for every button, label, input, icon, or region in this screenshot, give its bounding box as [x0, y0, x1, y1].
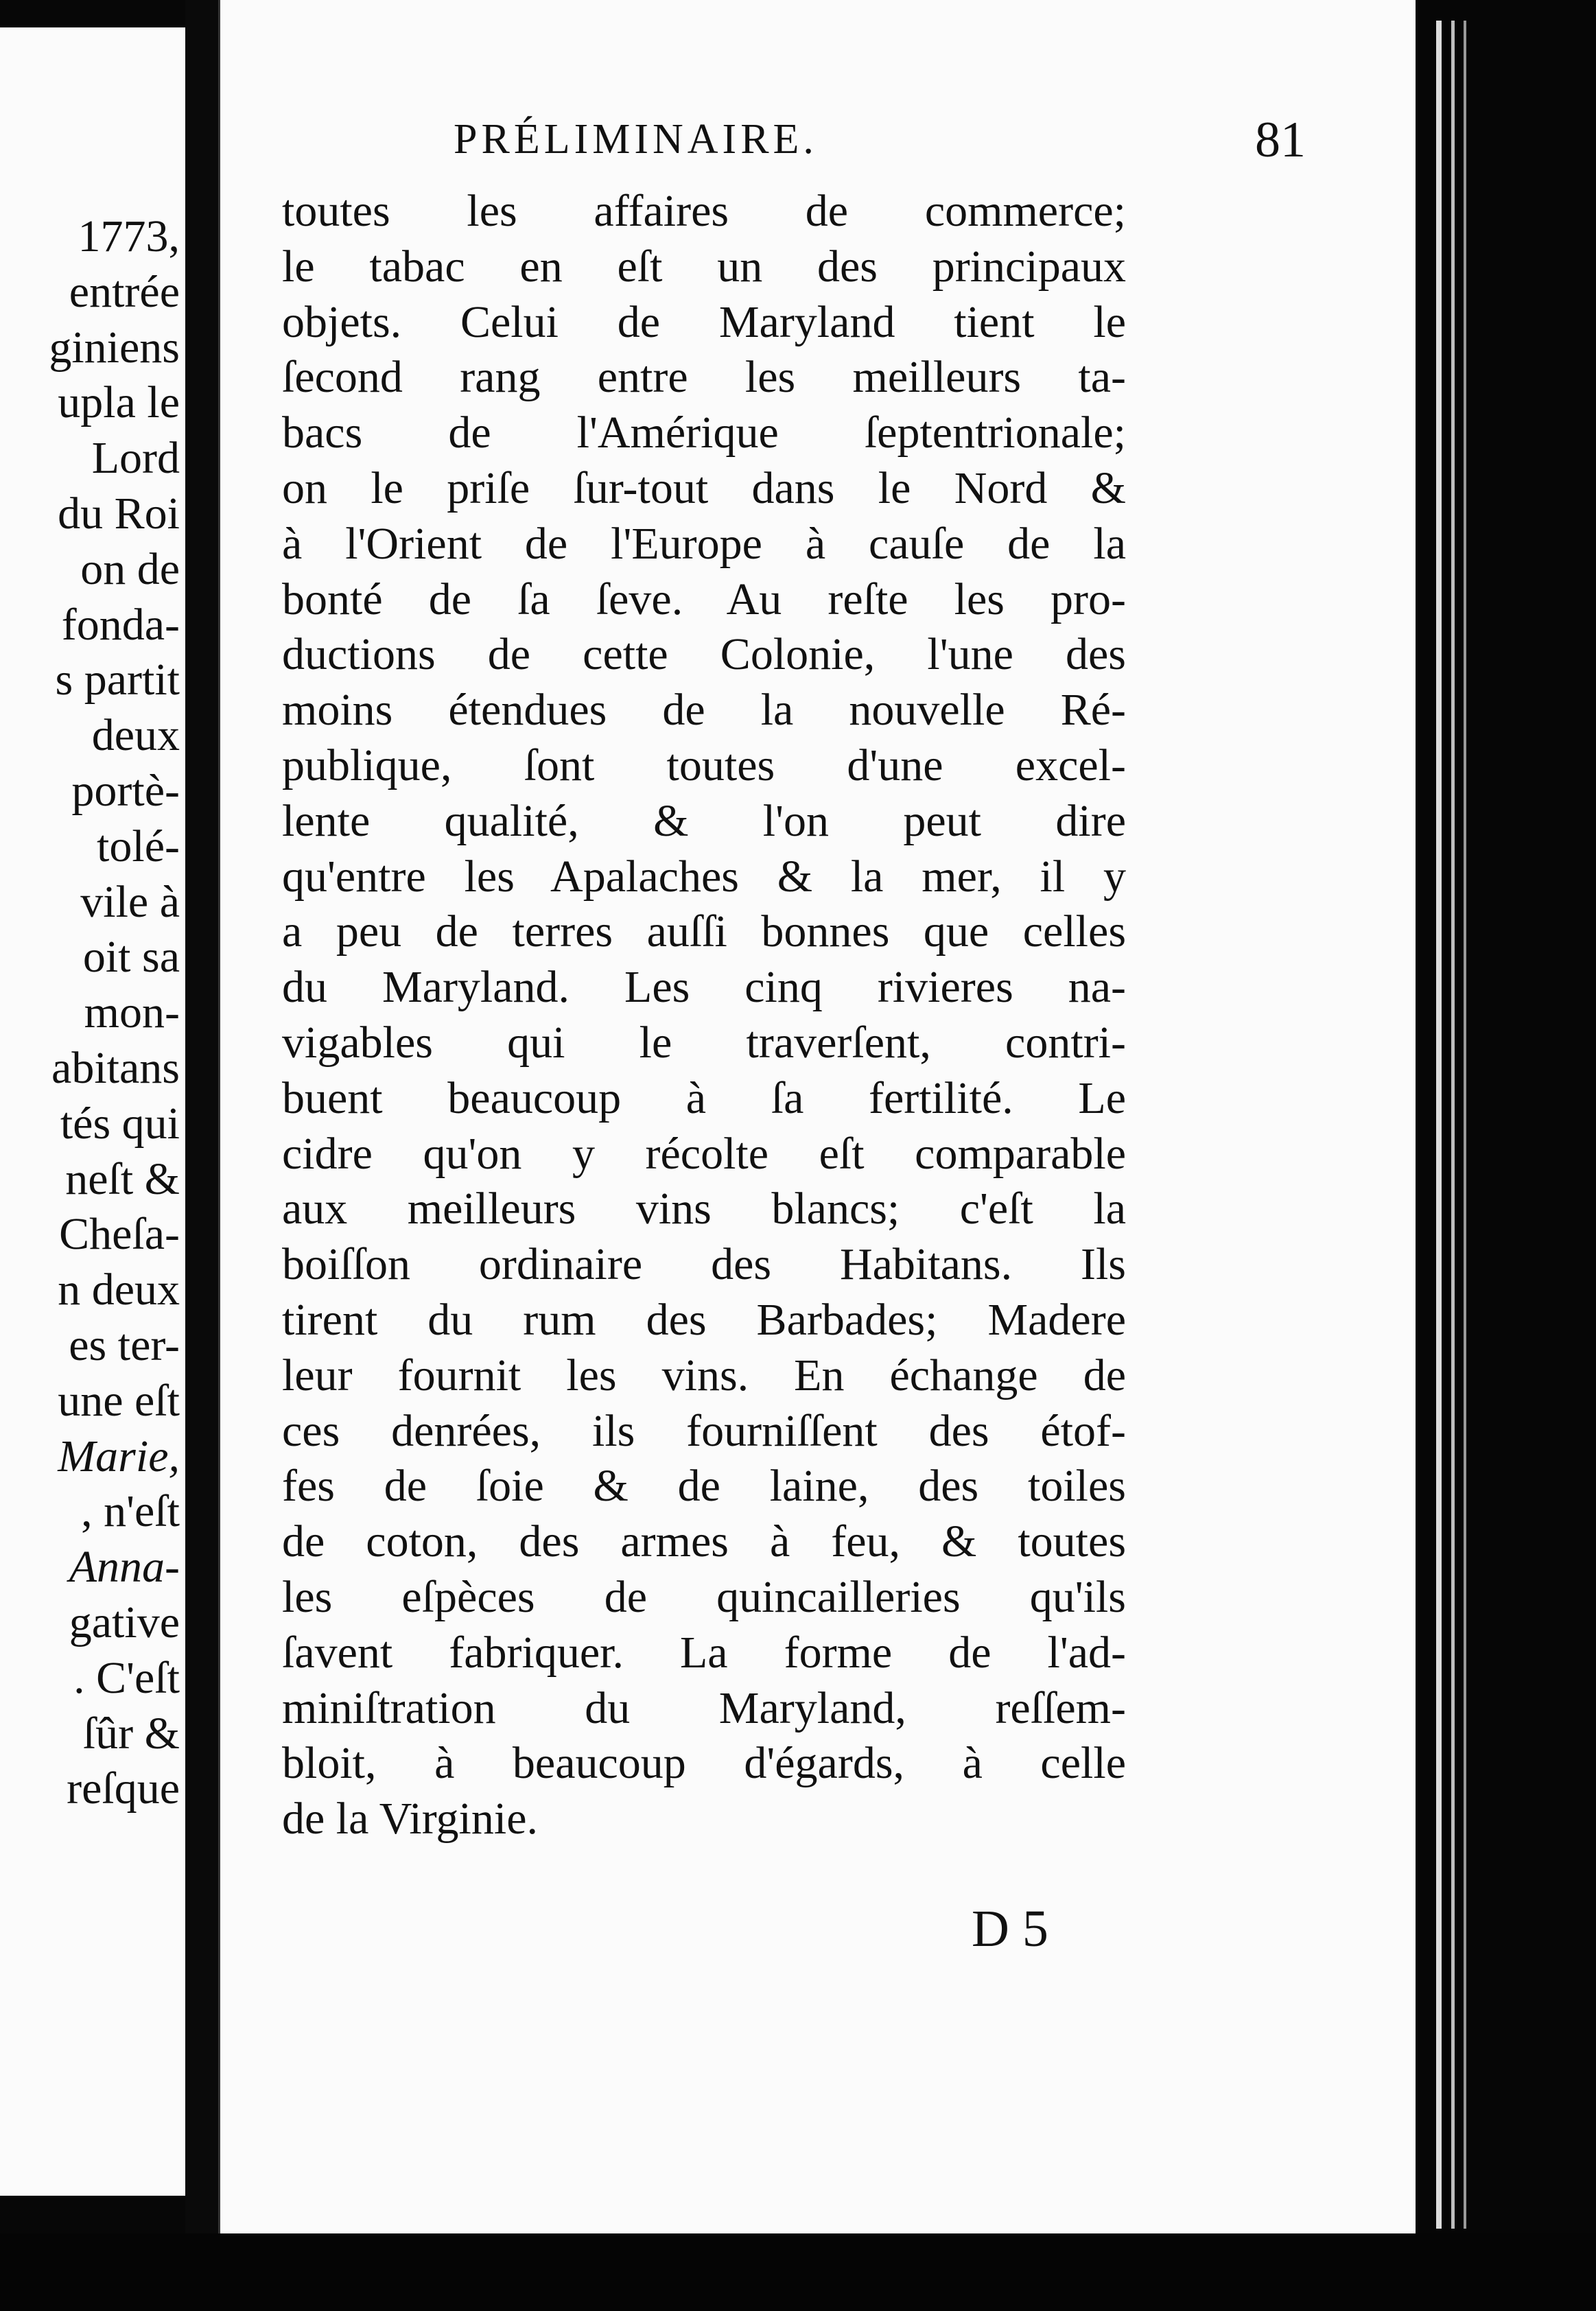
text-line: . C'eſt [73, 1652, 180, 1703]
text-line: n deux [58, 1265, 180, 1315]
text-line: fonda- [61, 599, 180, 650]
header-title: PRÉLIMINAIRE. [454, 116, 818, 163]
text-line: portè- [71, 765, 180, 816]
page-edge-strip [1436, 21, 1442, 2229]
text-line: objets. Celui de Maryland tient le [282, 296, 1126, 347]
text-line: à l'Orient de l'Europe à cauſe de la [282, 518, 1126, 569]
text-line: bonté de ſa ſeve. Au reſte les pro- [282, 574, 1126, 624]
text-line: es ter- [69, 1319, 180, 1370]
text-line: vile à [80, 876, 180, 927]
text-line: boiſſon ordinaire des Habitans. Ils [282, 1239, 1126, 1290]
page-edge-strip [1464, 21, 1466, 2229]
text-line: Cheſa- [59, 1209, 180, 1260]
text-line: , n'eſt [81, 1486, 180, 1537]
text-line: on de [80, 543, 180, 594]
text-line: ſavent fabriquer. La forme de l'ad- [282, 1627, 1126, 1678]
text-line: ces denrées, ils fourniſſent des étof- [282, 1405, 1126, 1456]
text-line: qu'entre les Apalaches & la mer, il y [282, 851, 1126, 902]
book-page [218, 0, 1418, 2233]
text-line: upla le [58, 377, 180, 428]
text-line: de coton, des armes à feu, & toutes [282, 1516, 1126, 1567]
body-text [282, 184, 1126, 1847]
text-line: reſque [67, 1763, 180, 1814]
text-line: les eſpèces de quincailleries qu'ils [282, 1571, 1126, 1622]
running-head [454, 112, 1306, 184]
text-line: ſûr & [82, 1708, 180, 1759]
text-line: fes de ſoie & de laine, des toiles [282, 1461, 1126, 1512]
text-line: le tabac en eſt un des principaux [282, 241, 1126, 292]
previous-page-text [49, 209, 180, 1817]
page-number: 81 [1255, 112, 1306, 168]
text-line: buent beaucoup à ſa fertilité. Le [282, 1072, 1126, 1123]
text-line: tirent du rum des Barbades; Madere [282, 1294, 1126, 1345]
text-line: moins étendues de la nouvelle Ré- [282, 685, 1126, 736]
text-line: leur fournit les vins. En échange de [282, 1350, 1126, 1400]
signature-mark: D 5 [972, 1900, 1048, 1958]
text-line: miniſtration du Maryland, reſſem- [282, 1682, 1126, 1733]
text-line: entrée [69, 266, 180, 317]
text-line: de la Virginie. [282, 1794, 539, 1844]
text-line: mon- [84, 987, 180, 1038]
text-line: toutes les affaires de commerce; [282, 186, 1126, 236]
text-line: cidre qu'on y récolte eſt comparable [282, 1128, 1126, 1179]
text-line: ductions de cette Colonie, l'une des [282, 629, 1126, 680]
text-line: ſecond rang entre les meilleurs ta- [282, 352, 1126, 403]
previous-page [0, 27, 189, 2196]
text-line: abitans [51, 1042, 180, 1093]
book-binding-edge [1416, 0, 1596, 2311]
text-line: on le priſe ſur-tout dans le Nord & [282, 462, 1126, 513]
text-line: bacs de l'Amérique ſeptentrionale; [282, 408, 1126, 458]
text-line: vigables qui le traverſent, contri- [282, 1017, 1126, 1068]
text-line: giniens [49, 322, 180, 373]
text-line: une eſt [58, 1375, 180, 1426]
scan-bottom-shadow [0, 2233, 1596, 2311]
text-line: oit sa [82, 932, 180, 983]
text-line: tolé- [97, 821, 180, 871]
text-line: Marie, [58, 1431, 180, 1481]
text-line: a peu de terres auſſi bonnes que celles [282, 906, 1126, 957]
text-line: publique, ſont toutes d'une excel- [282, 740, 1126, 790]
text-line: deux [91, 710, 180, 761]
text-line: Anna- [69, 1542, 180, 1593]
page-edge-strip [1451, 21, 1455, 2229]
text-line: du Maryland. Les cinq rivieres na- [282, 962, 1126, 1013]
text-line: lente qualité, & l'on peut dire [282, 795, 1126, 846]
text-line: gative [69, 1597, 180, 1647]
text-line: tés qui [60, 1098, 180, 1149]
text-line: Lord [91, 433, 180, 484]
text-line: 1773, [78, 211, 180, 261]
text-line: du Roi [58, 488, 180, 539]
text-line: aux meilleurs vins blancs; c'eſt la [282, 1184, 1126, 1234]
text-line: s partit [55, 655, 180, 705]
text-line: bloit, à beaucoup d'égards, à celle [282, 1738, 1126, 1789]
text-line: neſt & [65, 1153, 180, 1204]
